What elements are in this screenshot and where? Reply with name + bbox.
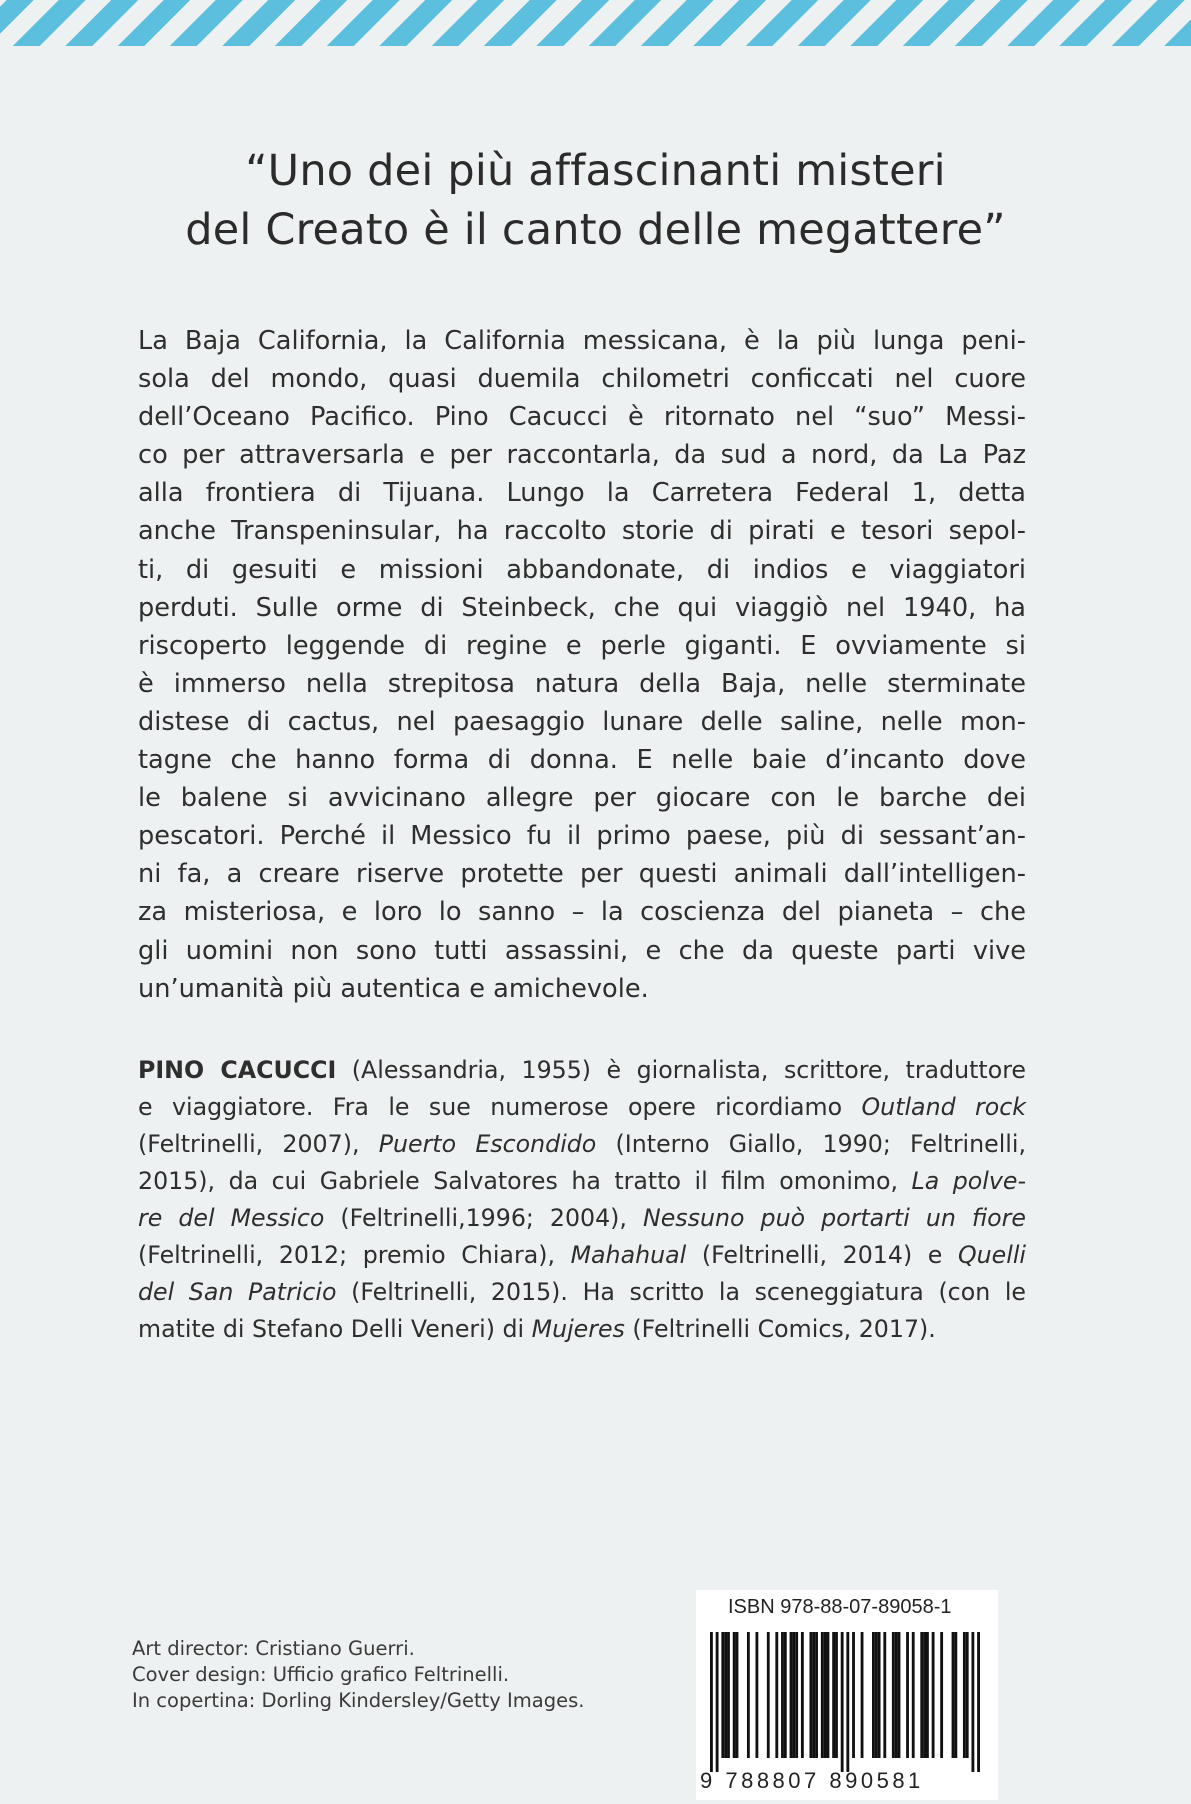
barcode-bar xyxy=(733,1632,736,1758)
barcode-bar xyxy=(716,1632,719,1772)
cover-image-credit: In copertina: Dorling Kindersley/Getty Images. xyxy=(132,1689,585,1712)
barcode-bar xyxy=(883,1632,886,1758)
barcode-bar xyxy=(755,1632,758,1758)
book-title: del San Patricio xyxy=(138,1278,337,1306)
book-title: re del Messico xyxy=(138,1204,325,1232)
pull-quote xyxy=(0,142,1191,260)
pull-quote-line-2: del Creato è il canto delle megattere” xyxy=(185,205,1006,255)
barcode-bar xyxy=(775,1632,778,1758)
barcode-bar xyxy=(920,1632,923,1758)
pull-quote-line-1: “Uno dei più affascinanti misteri xyxy=(245,146,946,196)
barcode-bar xyxy=(827,1632,830,1758)
barcode-bar xyxy=(954,1632,957,1758)
description-line: le balene si avvicinano allegre per giocare con le barche dei xyxy=(138,783,1026,814)
barcode-bar xyxy=(875,1632,878,1758)
book-title: Puerto Escondido xyxy=(378,1130,597,1158)
barcode-bar xyxy=(923,1632,926,1758)
description-line: dell’Oceano Pacifico. Pino Cacucci è ritornato nel “suo” Messi- xyxy=(138,402,1026,433)
barcode-bar xyxy=(892,1632,895,1758)
bio-line: 2015), da cui Gabriele Salvatores ha tratto il film omonimo, La polve- xyxy=(138,1167,1026,1195)
barcode-bar xyxy=(812,1632,815,1758)
barcode-bar xyxy=(784,1632,787,1758)
barcode-bar xyxy=(963,1632,966,1758)
barcode-bar xyxy=(710,1632,713,1772)
barcode-bar xyxy=(912,1632,915,1758)
description-line: un’umanità più autentica e amichevole. xyxy=(138,973,649,1004)
description-line: za misteriosa, e loro lo sanno – la coscienza del pianeta – che xyxy=(138,897,1026,928)
description-line: pescatori. Perché il Messico fu il primo paese, più di sessant’an- xyxy=(138,821,1026,852)
barcode-bar xyxy=(792,1632,795,1758)
barcode-bar xyxy=(852,1632,855,1758)
barcode-bar xyxy=(824,1632,827,1758)
book-title: La polve- xyxy=(911,1167,1026,1195)
barcode-bar xyxy=(790,1632,793,1758)
book-title: Outland rock xyxy=(861,1093,1027,1121)
barcode-bar xyxy=(895,1632,898,1758)
barcode-bar xyxy=(721,1632,724,1758)
barcode-bar xyxy=(971,1632,974,1772)
description-line: è immerso nella strepitosa natura della Baja, nelle sterminate xyxy=(138,668,1026,699)
description-line: perduti. Sulle orme di Steinbeck, che qui viaggiò nel 1940, ha xyxy=(138,592,1026,623)
description-line: co per attraversarla e per raccontarla, da sud a nord, da La Paz xyxy=(138,440,1026,471)
description-line: anche Transpeninsular, ha raccolto storie di pirati e tesori sepol- xyxy=(138,516,1026,547)
decorative-stripe-band xyxy=(0,0,1191,46)
barcode-bar xyxy=(832,1632,835,1758)
barcode-bar xyxy=(932,1632,935,1758)
barcode-bar xyxy=(846,1632,849,1772)
author-bio xyxy=(138,1052,1026,1348)
barcode-bar xyxy=(926,1632,929,1758)
barcode-bar xyxy=(821,1632,824,1758)
book-title: Mahahual xyxy=(570,1241,687,1269)
bio-line: (Feltrinelli, 2007), Puerto Escondido (Interno Giallo, 1990; Feltrinelli, xyxy=(138,1130,1026,1158)
author-name: PINO CACUCCI xyxy=(138,1056,337,1084)
description-line: sola del mondo, quasi duemila chilometri conficcati nel cuore xyxy=(138,364,1026,395)
barcode-bar xyxy=(872,1632,875,1758)
barcode-bar xyxy=(906,1632,909,1758)
bio-line: e viaggiatore. Fra le sue numerose opere ricordiamo Outland rock xyxy=(138,1093,1027,1121)
isbn-label: ISBN 978-88-07-89058-1 xyxy=(728,1596,952,1618)
barcode-bar xyxy=(809,1632,812,1758)
bio-line: del San Patricio (Feltrinelli, 2015). Ha scritto la sceneggiatura (con le xyxy=(138,1278,1026,1306)
barcode-bar xyxy=(835,1632,838,1758)
description-line: ni fa, a creare riserve protette per questi animali dall’intelligen- xyxy=(138,859,1026,890)
description-line: alla frontiera di Tijuana. Lungo la Carretera Federal 1, detta xyxy=(138,478,1026,509)
barcode-bar xyxy=(841,1632,844,1772)
cover-credits xyxy=(132,1636,584,1714)
barcode-bar xyxy=(815,1632,818,1758)
book-title: Quelli xyxy=(958,1241,1026,1269)
barcode-bar xyxy=(898,1632,901,1758)
barcode-bar xyxy=(940,1632,943,1758)
barcode-bar xyxy=(795,1632,798,1758)
barcode-bar xyxy=(767,1632,770,1758)
barcode-bar xyxy=(781,1632,784,1758)
description-line: ti, di gesuiti e missioni abbandonate, di indios e viaggiatori xyxy=(138,554,1026,585)
description-line: gli uomini non sono tutti assassini, e che da queste parti vive xyxy=(138,935,1026,966)
ean-digits: 9 788807 890581 xyxy=(700,1768,924,1793)
book-description xyxy=(138,322,1026,1008)
description-line: tagne che hanno forma di donna. E nelle baie d’incanto dove xyxy=(138,745,1026,776)
bio-line: matite di Stefano Delli Veneri) di Mujeres (Feltrinelli Comics, 2017). xyxy=(138,1315,936,1343)
book-title: Nessuno può portarti un fiore xyxy=(643,1204,1026,1232)
description-line: distese di cactus, nel paesaggio lunare delle saline, nelle mon- xyxy=(138,706,1026,737)
barcode-bar xyxy=(736,1632,739,1758)
barcode-bar xyxy=(747,1632,750,1758)
cover-design-credit: Cover design: Ufficio grafico Feltrinelli. xyxy=(132,1663,510,1686)
barcode-bar xyxy=(727,1632,730,1758)
barcode-bar xyxy=(724,1632,727,1758)
bio-line: PINO CACUCCI (Alessandria, 1955) è giornalista, scrittore, traduttore xyxy=(138,1056,1026,1084)
barcode-bar xyxy=(801,1632,804,1758)
art-director-credit: Art director: Cristiano Guerri. xyxy=(132,1637,415,1660)
barcode-bar xyxy=(861,1632,864,1758)
barcode-bars xyxy=(710,1632,980,1772)
barcode-bar xyxy=(878,1632,881,1758)
barcode-bar xyxy=(966,1632,969,1758)
bio-line: re del Messico (Feltrinelli,1996; 2004), Nessuno può portarti un fiore xyxy=(138,1204,1026,1232)
bio-line: (Feltrinelli, 2012; premio Chiara), Mahahual (Feltrinelli, 2014) e Quelli xyxy=(138,1241,1026,1269)
barcode-bar xyxy=(952,1632,955,1758)
isbn-barcode xyxy=(696,1590,998,1800)
description-line: riscoperto leggende di regine e perle giganti. E ovviamente si xyxy=(138,630,1026,661)
description-line: La Baja California, la California messicana, è la più lunga peni- xyxy=(138,326,1026,356)
book-title: Mujeres xyxy=(531,1315,625,1343)
barcode-bar xyxy=(977,1632,980,1772)
